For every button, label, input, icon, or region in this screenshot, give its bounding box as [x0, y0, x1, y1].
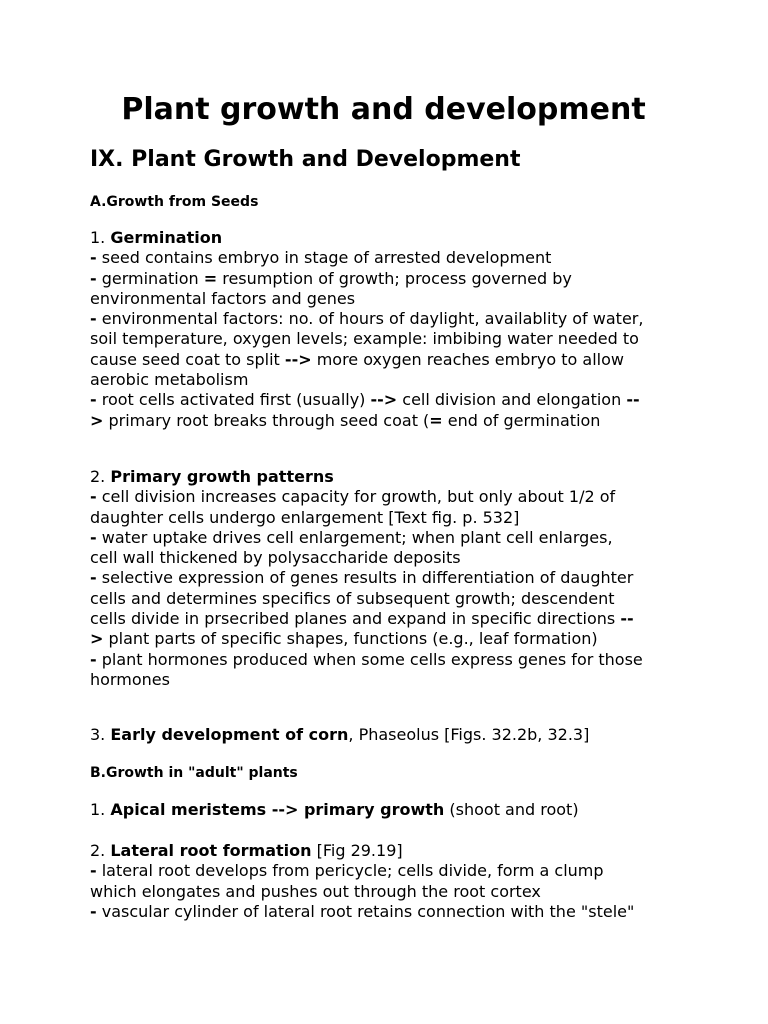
bullet-dash: - — [90, 248, 97, 268]
equals-symbol: = — [429, 410, 443, 430]
line-text: seed contains embryo in stage of arrested development — [96, 248, 552, 268]
bullet-dash: - — [90, 309, 97, 329]
list-item-continuation — [90, 350, 690, 370]
line-text: more oxygen reaches embryo to allow — [311, 349, 624, 369]
line-text: [Fig 29.19] — [311, 841, 403, 860]
line-text: cell division increases capacity for growth, but only about 1/2 of — [96, 487, 616, 507]
lateral-root-block — [90, 841, 690, 922]
line-text: end of germination — [442, 410, 601, 430]
bullet-dash: - — [90, 861, 97, 881]
line-text: (shoot and root) — [444, 800, 579, 819]
germination-heading — [90, 228, 690, 248]
list-item — [90, 528, 690, 548]
bullet-dash: - — [90, 527, 97, 547]
line-text: germination — [96, 268, 204, 288]
arrow-fragment: > — [90, 410, 104, 430]
lateral-root-heading — [90, 841, 690, 861]
subsection-b-heading: B.Growth in "adult" plants — [90, 765, 298, 781]
list-item-continuation — [90, 411, 690, 431]
line-text: cells and determines specifics of subsequent growth; descendent — [90, 588, 615, 608]
bullet-dash: - — [90, 268, 97, 288]
list-item-continuation — [90, 609, 690, 629]
item-number: 1. — [90, 228, 111, 247]
germination-title: Germination — [110, 228, 223, 247]
arrow-fragment: -- — [626, 390, 640, 410]
line-text: , Phaseolus [Figs. 32.2b, 32.3] — [348, 725, 590, 744]
list-item — [90, 487, 690, 507]
early-development-block — [90, 725, 690, 745]
arrow-symbol: --> — [284, 349, 312, 369]
item-number: 2. — [90, 467, 111, 486]
list-item — [90, 390, 690, 410]
line-text: hormones — [90, 669, 170, 689]
line-text: water uptake drives cell enlargement; when plant cell enlarges, — [96, 527, 613, 547]
list-item-continuation — [90, 629, 690, 649]
line-text: environmental factors and genes — [90, 288, 356, 308]
early-development-heading — [90, 725, 690, 745]
list-item-continuation — [90, 882, 690, 902]
arrow-symbol: --> — [370, 390, 398, 410]
list-item-continuation — [90, 508, 690, 528]
line-text: soil temperature, oxygen levels; example: imbibing water needed to — [90, 329, 639, 349]
list-item-continuation — [90, 370, 690, 390]
bullet-dash: - — [90, 487, 97, 507]
item-number: 2. — [90, 841, 111, 860]
list-item-continuation — [90, 289, 690, 309]
primary-growth-title: Primary growth patterns — [110, 467, 334, 486]
list-item-continuation — [90, 670, 690, 690]
equals-symbol: = — [203, 268, 218, 288]
arrow-fragment: -- — [620, 609, 634, 629]
line-text: resumption of growth; process governed by — [217, 268, 572, 288]
bullet-dash: - — [90, 390, 97, 410]
section-heading: IX. Plant Growth and Development — [90, 147, 521, 172]
list-item-continuation — [90, 329, 690, 349]
list-item — [90, 568, 690, 588]
bullet-dash: - — [90, 649, 97, 669]
apical-meristems-heading — [90, 800, 690, 820]
line-text: environmental factors: no. of hours of daylight, availablity of water, — [96, 309, 644, 329]
line-text: which elongates and pushes out through the root cortex — [90, 881, 541, 901]
arrow-fragment: > — [90, 629, 104, 649]
item-number: 1. — [90, 800, 111, 819]
line-text: plant hormones produced when some cells express genes for those — [96, 649, 643, 669]
subsection-a-heading: A.Growth from Seeds — [90, 194, 259, 210]
apical-meristems-block — [90, 800, 690, 820]
germination-block — [90, 228, 690, 431]
lateral-root-title: Lateral root formation — [110, 841, 312, 860]
apical-meristems-title: Apical meristems --> primary growth — [110, 800, 445, 819]
line-text: primary root breaks through seed coat ( — [103, 410, 430, 430]
list-item — [90, 902, 690, 922]
primary-growth-heading — [90, 467, 690, 487]
document-title: Plant growth and development — [121, 92, 646, 127]
primary-growth-block — [90, 467, 690, 690]
line-text: cause seed coat to split — [90, 349, 285, 369]
line-text: vascular cylinder of lateral root retains connection with the "stele" — [96, 901, 635, 921]
list-item — [90, 269, 690, 289]
early-development-title: Early development of corn — [110, 725, 349, 744]
bullet-dash: - — [90, 568, 97, 588]
list-item — [90, 309, 690, 329]
line-text: cell division and elongation — [397, 390, 627, 410]
line-text: cells divide in prsecribed planes and expand in specific directions — [90, 609, 621, 629]
list-item-continuation — [90, 548, 690, 568]
line-text: selective expression of genes results in differentiation of daughter — [96, 568, 634, 588]
list-item — [90, 650, 690, 670]
list-item — [90, 861, 690, 881]
line-text: daughter cells undergo enlargement [Text fig. p. 532] — [90, 507, 520, 527]
line-text: plant parts of specific shapes, functions (e.g., leaf formation) — [103, 629, 598, 649]
line-text: lateral root develops from pericycle; cells divide, form a clump — [96, 861, 604, 881]
item-number: 3. — [90, 725, 111, 744]
bullet-dash: - — [90, 901, 97, 921]
line-text: cell wall thickened by polysaccharide deposits — [90, 548, 461, 568]
list-item-continuation — [90, 589, 690, 609]
line-text: root cells activated first (usually) — [96, 390, 371, 410]
line-text: aerobic metabolism — [90, 370, 249, 390]
list-item — [90, 248, 690, 268]
